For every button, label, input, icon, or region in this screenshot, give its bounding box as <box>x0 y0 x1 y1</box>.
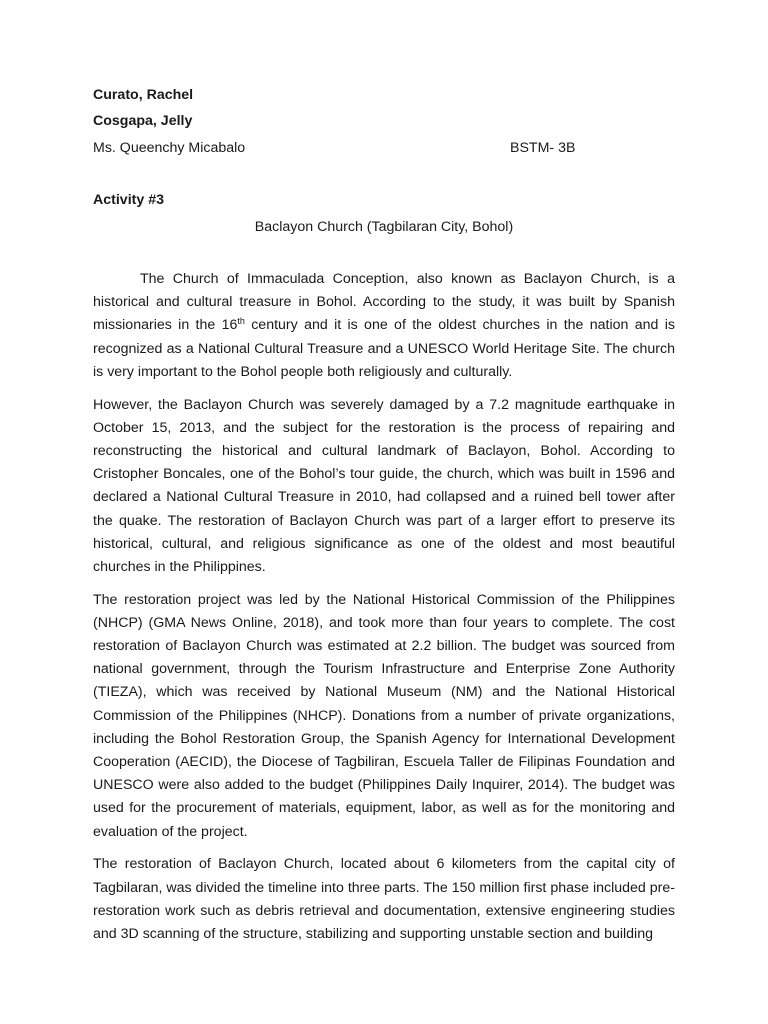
section-label: BSTM- 3B <box>510 140 576 156</box>
paragraph-3: The restoration project was led by the National Historical Commission of the Philippines (NHCP) (GMA News Online, 2018), and took more than four years to complete. The cost restoration of Baclayon Church was estimated at 2.2 billion. The budget was sourced from national government, through the Tourism Infrastructure and Enterprise Zone Authority (TIEZA), which was received by National Museum (NM) and the National Historical Commission of the Philippines (NHCP). Donations from a number of private organizations, including the Bohol Restoration Group, the Spanish Agency for International Development Cooperation (AECID), the Diocese of Tagbiliran, Escuela Taller de Filipinas Foundation and UNESCO were also added to the budget (Philippines Daily Inquirer, 2014). The budget was used for the procurement of materials, equipment, labor, as well as for the monitoring and evaluation of the project. <box>93 591 675 840</box>
instructor-name: Ms. Queenchy Micabalo <box>93 140 246 156</box>
paragraph-1 <box>93 268 675 384</box>
author-name-2: Cosgapa, Jelly <box>93 113 193 129</box>
document-title: Baclayon Church (Tagbilaran City, Bohol) <box>254 219 514 235</box>
paragraph-2: However, the Baclayon Church was severely damaged by a 7.2 magnitude earthquake in October 15, 2013, and the subject for the restoration is the process of repairing and reconstructing the historical and cultural landmark of Baclayon, Bohol. According to Cristopher Boncales, one of the Bohol’s tour guide, the church, which was built in 1596 and declared a National Cultural Treasure in 2010, had collapsed and a ruined bell tower after the quake. The restoration of Baclayon Church was part of a larger effort to preserve its historical, cultural, and religious significance as one of the oldest and most beautiful churches in the Philippines. <box>93 396 675 575</box>
paragraph-1-text-a: The Church of Immaculada Conception, also known as Baclayon Church, is a historical and cultural treasure in Bohol. According to the study, it was built by Spanish missionaries in the 16 <box>93 271 675 334</box>
paragraph-1-text-b: century and it is one of the oldest churches in the nation and is recognized as a National Cultural Treasure and a UNESCO World Heritage Site. The church is very important to the Bohol people both religiously and culturally. <box>93 317 675 380</box>
document-body <box>93 268 675 956</box>
paragraph-4: The restoration of Baclayon Church, located about 6 kilometers from the capital city of Tagbilaran, was divided the timeline into three parts. The 150 million first phase included pre-restoration work such as debris retrieval and documentation, extensive engineering studies and 3D scanning of the structure, stabilizing and supporting unstable section and building <box>93 856 675 942</box>
activity-label: Activity #3 <box>93 192 164 208</box>
ordinal-superscript: th <box>237 316 245 327</box>
author-name-1: Curato, Rachel <box>93 87 194 103</box>
